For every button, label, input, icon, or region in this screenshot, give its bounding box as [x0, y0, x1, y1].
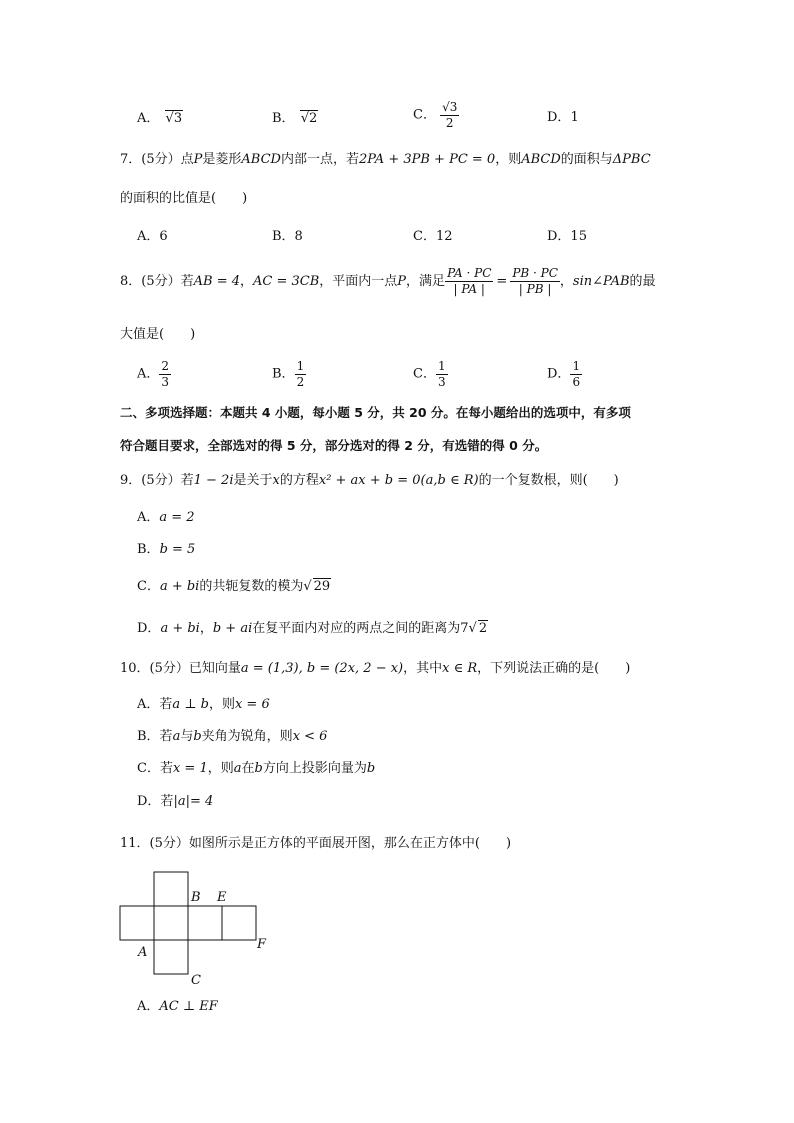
q6-option-b-value: √2 [300, 111, 318, 126]
q7-option-c: C．12 [413, 229, 453, 244]
net-square-center [154, 906, 188, 940]
q9-option-c: C．a + bi的共轭复数的模为√ 29 [137, 579, 331, 594]
q9-option-b: B．b = 5 [137, 542, 196, 557]
q8-option-d: D． $\frac{1}{6}$ [547, 359, 581, 389]
net-label-a: A [138, 945, 148, 960]
q6-option-d: D．1 [547, 110, 579, 125]
q9-equation: x² + ax + b = 0(a,b ∈ R) [318, 473, 479, 488]
q8-option-b: B． $\frac{1}{2}$ [272, 359, 305, 389]
q8-stem-line1: 8．(5分）若AB = 4，AC = 3CB，平面内一点P，满足 $\frac{PA \cdot PC}{| PA |}$ = $\frac{PB \cdot PC}{| PB |}$ ，sin∠PAB的最 [120, 266, 656, 296]
section2-heading-line2: 符合题目要求，全部选对的得 5 分，部分选对的得 2 分，有选错的得 0 分。 [120, 438, 548, 453]
q10-option-a: A．若a ⊥ b，则x = 6 [137, 697, 270, 712]
net-square-right2 [222, 906, 256, 940]
section2-heading-line1: 二、多项选择题：本题共 4 小题，每小题 5 分，共 20 分。在每小题给出的选项中，有多项 [120, 405, 631, 420]
net-square-bottom [154, 940, 188, 974]
net-square-right1 [188, 906, 222, 940]
net-label-c: C [191, 973, 201, 988]
q6-option-b: B． √2 [272, 111, 318, 126]
q8-fraction-left: $\frac{PA \cdot PC}{| PA |}$ [447, 266, 492, 296]
q9-option-a: A．a = 2 [137, 510, 195, 525]
q10-stem: 10．(5分）已知向量a = (1,3), b = (2x, 2 − x)，其中x ∈ R，下列说法正确的是( ) [120, 661, 631, 676]
net-label-f: F [257, 937, 267, 952]
q7-option-a: A．6 [137, 229, 168, 244]
net-square-left [120, 906, 154, 940]
net-label-e: E [217, 890, 227, 905]
q10-vectors: a = (1,3), b = (2x, 2 − x) [240, 661, 404, 676]
q10-option-b: B．若a与b夹角为锐角，则x < 6 [137, 729, 328, 744]
q8-option-c: C． $\frac{1}{3}$ [413, 359, 446, 389]
q6-option-c-fraction: $\frac{√3}{2}$ [442, 100, 458, 130]
q6-option-a-value: √3 [165, 111, 183, 126]
q8-option-a: A． $\frac{2}{3}$ [137, 359, 170, 389]
q7-stem-line1: 7．(5分）点P是菱形ABCD内部一点，若2PA + 3PB + PC = 0，则ABCD的面积与ΔPBC [120, 152, 651, 167]
q7-option-d: D．15 [547, 229, 587, 244]
q6-option-c: C． $\frac{√3}{2}$ [413, 100, 458, 130]
q9-option-d: D．a + bi，b + ai在复平面内对应的两点之间的距离为7√ 2 [137, 621, 488, 636]
q9-stem: 9．(5分）若1 − 2i是关于x的方程x² + ax + b = 0(a,b ∈ R)的一个复数根，则( ) [120, 473, 619, 488]
q11-option-a: A．AC ⊥ EF [137, 999, 218, 1014]
q8-stem-line2: 大值是( ) [120, 327, 196, 342]
q8-vector-ac: AC = 3CB [253, 274, 320, 289]
q10-option-c: C．若x = 1，则a在b方向上投影向量为b [137, 761, 376, 776]
q11-stem: 11．(5分）如图所示是正方体的平面展开图，那么在正方体中( ) [120, 836, 512, 851]
cube-net-figure [110, 862, 280, 992]
q7-option-b: B．8 [272, 229, 303, 244]
net-square-top [154, 872, 188, 906]
net-label-b: B [191, 890, 201, 905]
q6-option-a: A． √3 [137, 111, 183, 126]
q7-vector-equation: 2PA + 3PB + PC = 0 [358, 152, 496, 167]
q7-stem-line2: 的面积的比值是( ) [120, 191, 248, 206]
q8-fraction-right: $\frac{PB \cdot PC}{| PB |}$ [512, 266, 558, 296]
q10-option-d: D．若|a|= 4 [137, 794, 214, 809]
